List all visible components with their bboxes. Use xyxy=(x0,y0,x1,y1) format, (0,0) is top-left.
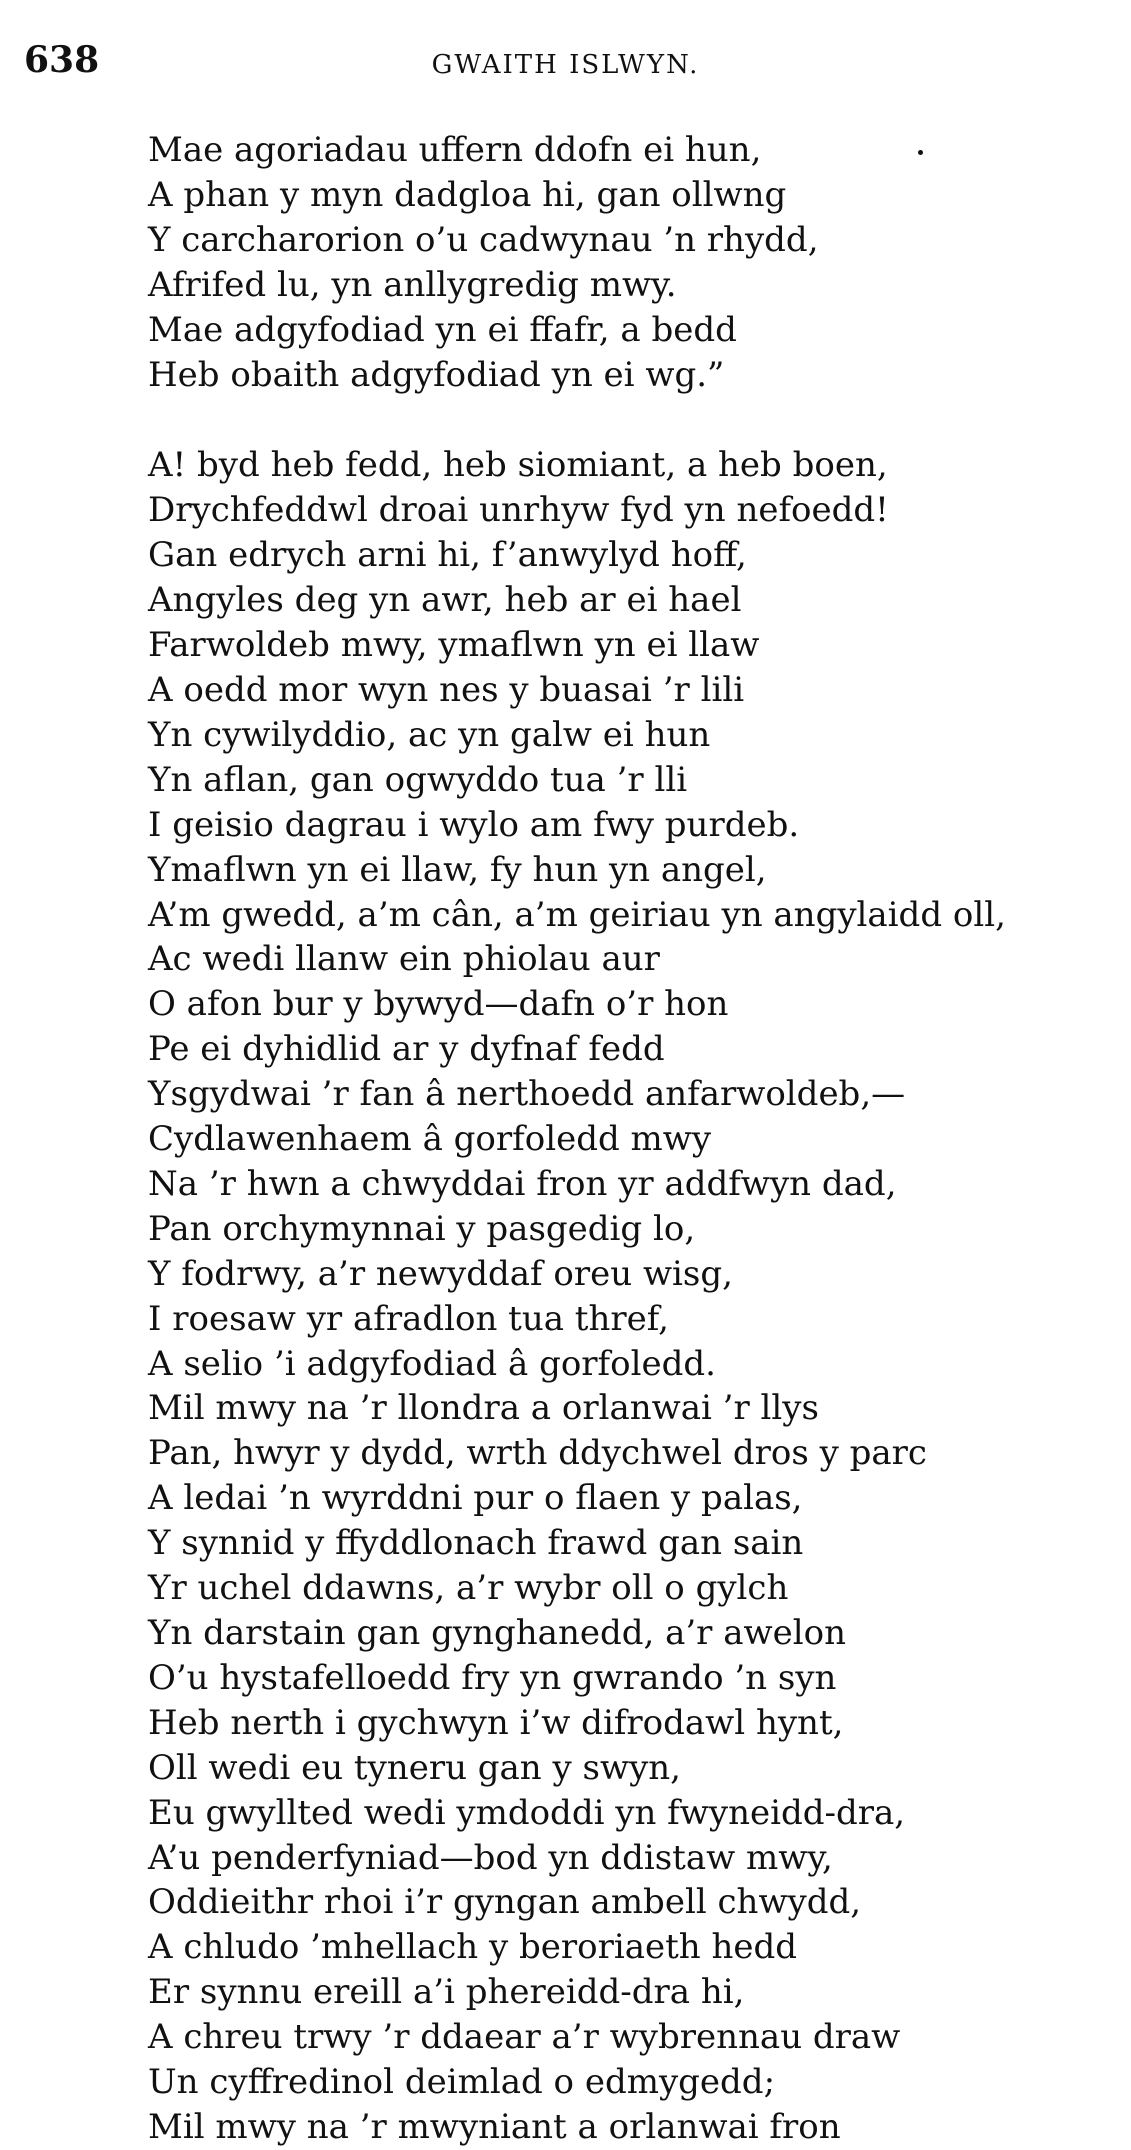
poem-line: Cydlawenhaem â gorfoledd mwy xyxy=(148,1119,712,1160)
running-head: GWAITH ISLWYN. xyxy=(431,50,700,80)
poem-line: A oedd mor wyn nes y buasai ’r lili xyxy=(148,669,745,710)
poem-line: Eu gwyllted wedi ymdoddi yn fwyneidd-dra, xyxy=(148,1792,906,1833)
poem-line: A’u penderfyniad—bod yn ddistaw mwy, xyxy=(148,1837,833,1878)
page-number: 638 xyxy=(24,39,100,81)
poem-line: Na ’r hwn a chwyddai fron yr addfwyn dad, xyxy=(148,1163,897,1204)
poem-line: Gan edrych arni hi, f’anwylyd hoff, xyxy=(148,535,747,576)
poem-line: Angyles deg yn awr, heb ar ei hael xyxy=(148,580,742,621)
poem-line: Mae agoriadau uffern ddofn ei hun, xyxy=(148,130,762,170)
poem-line: O afon bur y bywyd—dafn o’r hon xyxy=(148,984,729,1025)
poem-line: Mil mwy na ’r llondra a orlanwai ’r llys xyxy=(148,1388,819,1429)
poem-line: I roesaw yr afradlon tua thref, xyxy=(148,1298,669,1339)
poem-line: Er synnu ereill a’i phereidd-dra hi, xyxy=(148,1972,745,2013)
poem-line: Heb obaith adgyfodiad yn ei wg.” xyxy=(148,354,725,395)
poem-line: I geisio dagrau i wylo am fwy purdeb. xyxy=(148,804,800,845)
poem-line: A! byd heb fedd, heb siomiant, a heb boen, xyxy=(148,445,888,486)
poem-line: Mil mwy na ’r mwyniant a orlanwai fron xyxy=(148,2106,841,2147)
poem-line: O’u hystafelloedd fry yn gwrando ’n syn xyxy=(148,1657,837,1698)
poem-line: Ac wedi llanw ein phiolau aur xyxy=(148,939,660,980)
poem-line: Oddieithr rhoi i’r gyngan ambell chwydd, xyxy=(148,1882,862,1923)
poem-line: Ysgydwai ’r fan â nerthoedd anfarwoldeb,— xyxy=(148,1074,906,1115)
poem-line: A ledai ’n wyrddni pur o flaen y palas, xyxy=(148,1478,803,1519)
poem-line: Drychfeddwl droai unrhyw fyd yn nefoedd! xyxy=(148,490,889,531)
poem-line: Yn aflan, gan ogwyddo tua ’r lli xyxy=(148,759,688,800)
poem-line: A chludo ’mhellach y beroriaeth hedd xyxy=(148,1927,798,1968)
stanza xyxy=(148,128,1108,397)
poem-line: Ymaflwn yn ei llaw, fy hun yn angel, xyxy=(148,849,767,890)
poem-line: Y carcharorion o’u cadwynau ’n rhydd, xyxy=(148,219,819,260)
poem-line: Y synnid y ffyddlonach frawd gan sain xyxy=(148,1523,804,1564)
poem-body xyxy=(148,128,1108,2150)
poem-line: Pan orchymynnai y pasgedig lo, xyxy=(148,1208,696,1249)
poem-line: Pe ei dyhidlid ar y dyfnaf fedd xyxy=(148,1029,665,1070)
poem-line: Un cyffredinol deimlad o edmygedd; xyxy=(148,2062,776,2103)
poem-line: A selio ’i adgyfodiad â gorfoledd. xyxy=(148,1343,716,1384)
poem-line: Farwoldeb mwy, ymaflwn yn ei llaw xyxy=(148,625,760,666)
poem-line: Heb nerth i gychwyn i’w difrodawl hynt, xyxy=(148,1702,844,1743)
poem-line: Yn darstain gan gynghanedd, a’r awelon xyxy=(148,1613,846,1653)
poem-line: Afrifed lu, yn anllygredig mwy. xyxy=(148,264,677,305)
poem-line: A chreu trwy ’r ddaear a’r wybrennau draw xyxy=(148,2017,901,2058)
poem-line: Yn cywilyddio, ac yn galw ei hun xyxy=(148,714,711,755)
poem-line: Mae adgyfodiad yn ei ffafr, a bedd xyxy=(148,309,737,350)
stanza xyxy=(148,443,1108,2149)
poem-line: Oll wedi eu tyneru gan y swyn, xyxy=(148,1747,681,1788)
poem-line: A’m gwedd, a’m cân, a’m geiriau yn angylaidd oll, xyxy=(148,894,1006,935)
poem-line: Pan, hwyr y dydd, wrth ddychwel dros y parc xyxy=(148,1433,927,1474)
poem-line: A phan y myn dadgloa hi, gan ollwng xyxy=(148,174,787,215)
poem-line: Yr uchel ddawns, a’r wybr oll o gylch xyxy=(148,1568,789,1609)
poem-line: Y fodrwy, a’r newyddaf oreu wisg, xyxy=(148,1253,733,1294)
